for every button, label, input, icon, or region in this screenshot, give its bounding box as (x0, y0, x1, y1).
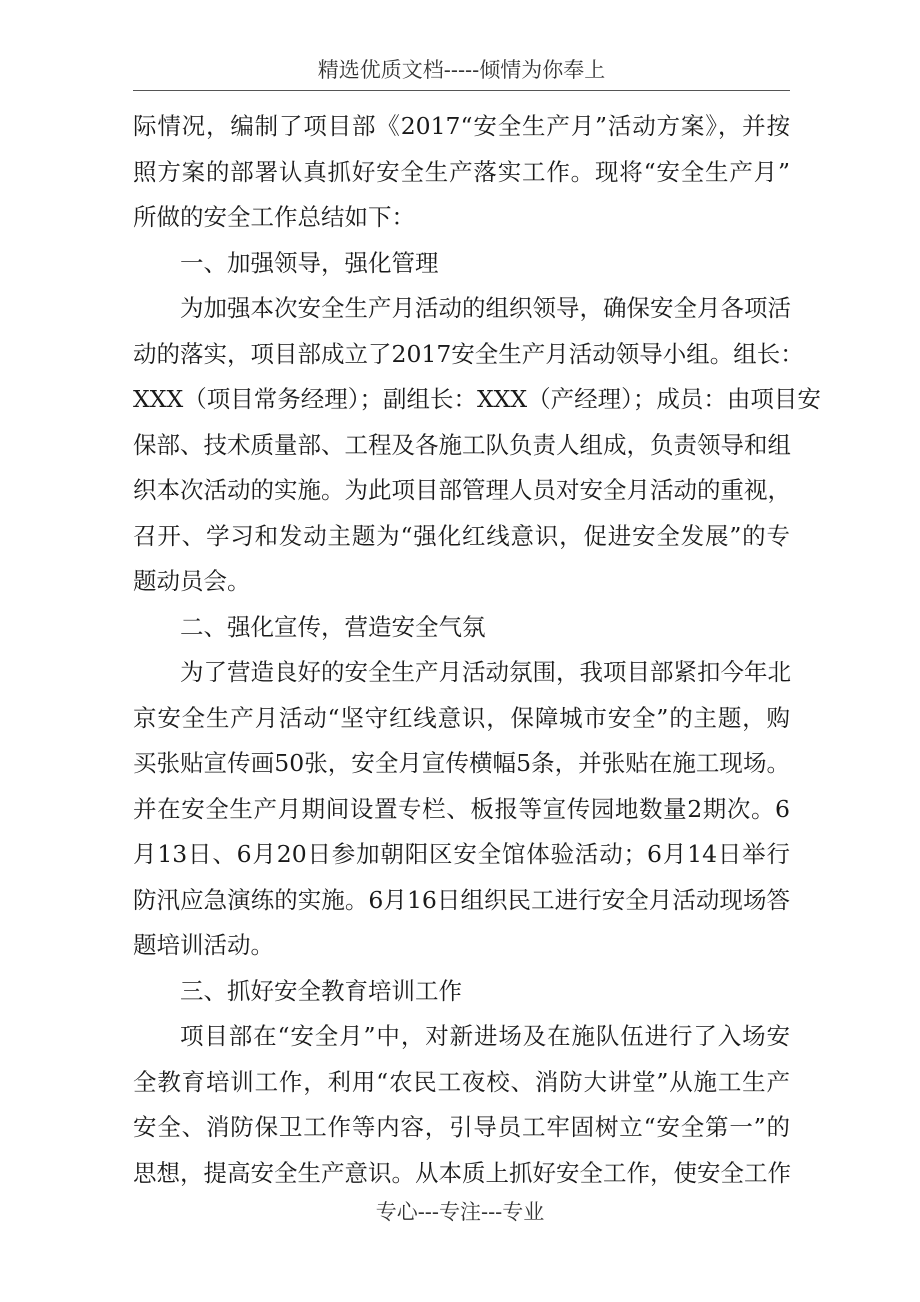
body-line: XXX（项目常务经理）；副组长：XXX（产经理）；成员：由项目安 (133, 385, 821, 413)
body-line: 所做的安全工作总结如下： (133, 203, 415, 231)
body-line: 全教育培训工作，利用“农民工夜校、消防大讲堂”从施工生产 (133, 1067, 790, 1096)
body-line: 思想，提高安全生产意识。从本质上抓好安全工作，使安全工作 (133, 1158, 791, 1187)
section-heading-2: 二、强化宣传，营造安全气氛 (180, 612, 486, 641)
body-line: 买张贴宣传画50张，安全月宣传横幅5条，并张贴在施工现场。 (133, 749, 790, 777)
body-line: 题培训活动。 (133, 931, 274, 959)
body-line: 京安全生产月活动“坚守红线意识，保障城市安全”的主题，购 (133, 703, 790, 732)
document-body (133, 104, 821, 1196)
body-line: 并在安全生产月期间设置专栏、板报等宣传园地数量2期次。6 (133, 794, 790, 823)
body-line: 为加强本次安全生产月活动的组织领导，确保安全月各项活 (180, 294, 791, 322)
body-line: 项目部在“安全月”中，对新进场及在施队伍进行了入场安 (180, 1022, 790, 1050)
body-line: 为了营造良好的安全生产月活动氛围，我项目部紧扣今年北 (180, 658, 791, 686)
body-line: 题动员会。 (133, 567, 251, 595)
body-line: 织本次活动的实施。为此项目部管理人员对安全月活动的重视， (133, 476, 791, 504)
body-line: 动的落实，项目部成立了2017安全生产月活动领导小组。组长： (133, 339, 804, 368)
body-line: 安全、消防保卫工作等内容，引导员工牢固树立“安全第一”的 (133, 1113, 790, 1141)
section-heading-1: 一、加强领导，强化管理 (180, 248, 439, 277)
page-header (133, 0, 790, 91)
page-footer: 专心---专注---专业 (375, 1200, 545, 1224)
body-line: 召开、学习和发动主题为“强化红线意识，促进安全发展”的专 (133, 521, 790, 550)
body-line: 月13日、6月20日参加朝阳区安全馆体验活动；6月14日举行 (133, 840, 790, 868)
body-line: 保部、技术质量部、工程及各施工队负责人组成，负责领导和组 (133, 430, 791, 459)
body-line: 际情况，编制了项目部《2017“安全生产月”活动方案》，并按 (133, 112, 790, 140)
section-heading-3: 三、抓好安全教育培训工作 (180, 976, 462, 1005)
body-line: 照方案的部署认真抓好安全生产落实工作。现将“安全生产月” (133, 157, 790, 186)
header-text: 精选优质文档-----倾情为你奉上 (317, 58, 606, 82)
body-line: 防汛应急演练的实施。6月16日组织民工进行安全月活动现场答 (133, 885, 790, 914)
